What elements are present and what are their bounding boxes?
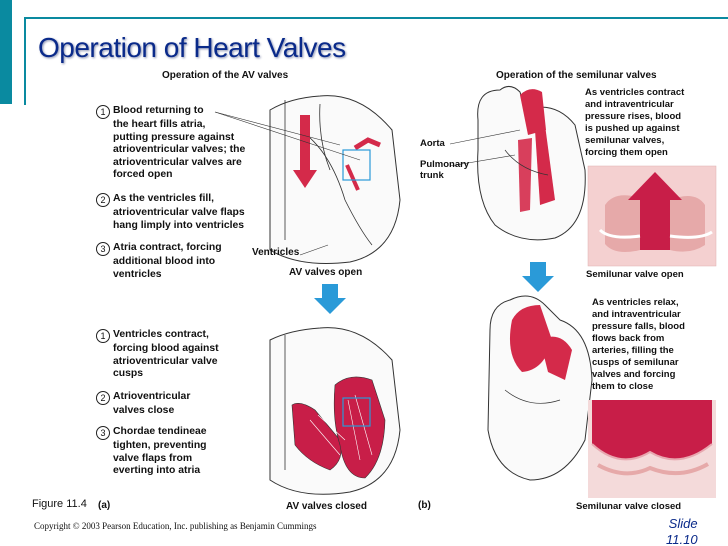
down-arrow-icon [522, 262, 554, 292]
aorta-label: Aorta [420, 138, 445, 149]
av-closed-step-2: 2 Atrioventricular valves close [96, 391, 266, 418]
av-open-step-1: 1 Blood returning to the heart fills atria, putting pressure against atrioventricular valves; the atrioventricular valves are forced open [96, 105, 266, 182]
caption-semilunar-open: Semilunar valve open [586, 269, 684, 280]
panel-a-label: (a) [98, 500, 111, 511]
slide-number: Slide 11.10 [666, 516, 698, 546]
panel-a-header: Operation of the AV valves [162, 70, 289, 81]
ventricles-label: Ventricles [252, 247, 300, 258]
note-semilunar-closed: As ventricles relax, and intraventricular pressure falls, blood flows back from arteries, filling the cusps of semilunar valves and forcing them to close [592, 297, 685, 392]
page-title: Operation of Heart Valves [38, 32, 346, 63]
panel-b-label: (b) [418, 500, 431, 511]
copyright-text: Copyright © 2003 Pearson Education, Inc. publishing as Benjamin Cummings [34, 521, 317, 531]
av-open-step-2: 2 As the ventricles fill, atrioventricular valve flaps hang limply into ventricles [96, 193, 266, 232]
av-open-step-3: 3 Atria contract, forcing additional blood into ventricles [96, 242, 266, 281]
heart-semilunar-closed [488, 296, 592, 480]
heart-semilunar-open [450, 86, 585, 239]
pulmonary-trunk-label: Pulmonary trunk [420, 159, 470, 181]
heart-av-closed [270, 328, 400, 495]
inset-semilunar-closed [588, 400, 716, 498]
down-arrow-icon [314, 284, 346, 314]
inset-semilunar-open [588, 166, 716, 266]
figure-label: Figure 11.4 [32, 498, 87, 510]
av-closed-step-1: 1 Ventricles contract, forcing blood against atrioventricular valve cusps [96, 329, 266, 381]
caption-av-closed: AV valves closed [286, 501, 367, 512]
av-closed-step-3: 3 Chordae tendineae tighten, preventing valve flaps from everting into atria [96, 426, 266, 478]
panel-b-header: Operation of the semilunar valves [496, 70, 657, 81]
note-semilunar-open: As ventricles contract and intraventricular pressure rises, blood is pushed up against semilunar valves, forcing them open [585, 87, 685, 158]
caption-av-open: AV valves open [289, 267, 363, 278]
caption-semilunar-closed: Semilunar valve closed [576, 501, 682, 512]
